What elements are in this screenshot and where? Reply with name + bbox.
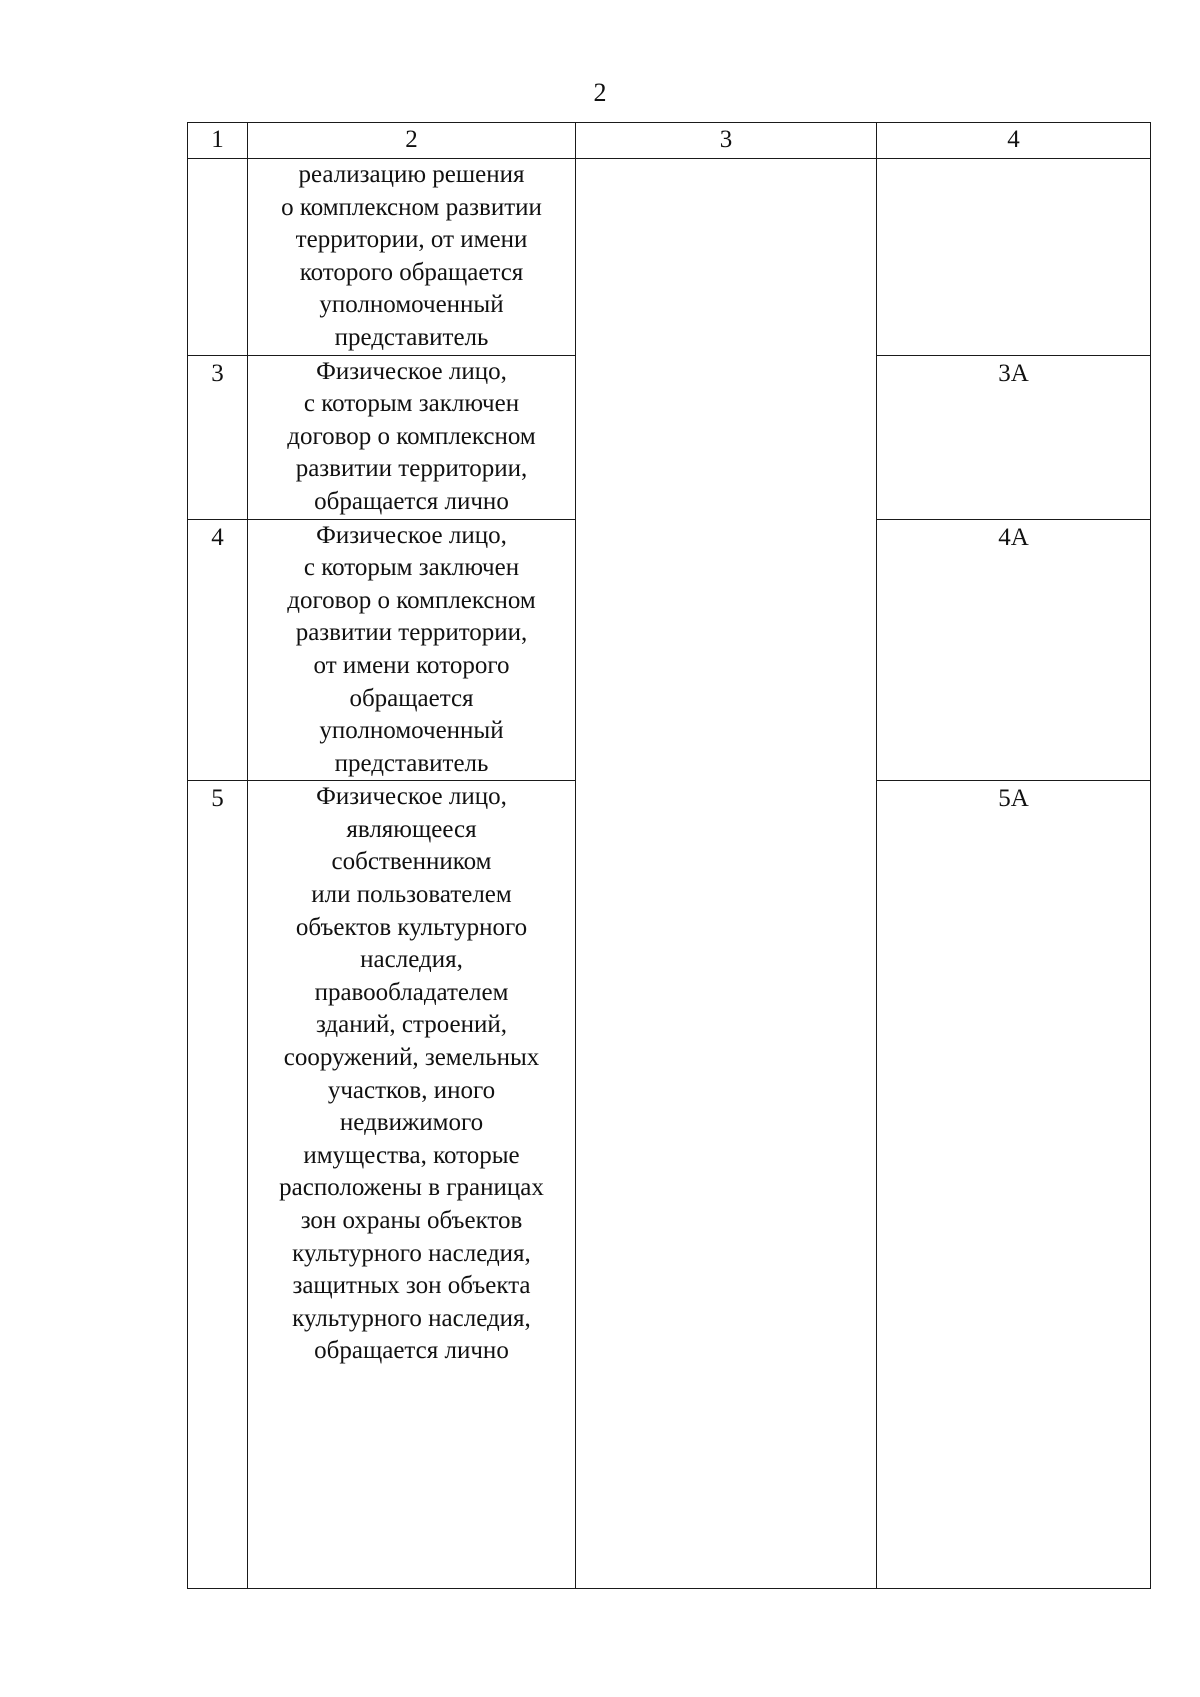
table-body — [188, 159, 1151, 1589]
code-cell — [877, 519, 1151, 781]
code-cell — [877, 159, 1151, 356]
column-header-1: 1 — [188, 123, 248, 159]
table-header — [188, 123, 1151, 159]
header-row — [188, 123, 1151, 159]
variant-code: 5А — [998, 785, 1029, 813]
column-header-2: 2 — [248, 123, 576, 159]
column-header-4: 4 — [877, 123, 1151, 159]
applicant-description: Физическое лицо, с которым заключен договор о комплексном развитии территории, от имени которого обращается уполномоченный представитель — [287, 521, 536, 777]
row-number: 5 — [211, 785, 224, 813]
variant-code — [877, 159, 1150, 161]
row-number-cell — [188, 781, 248, 1589]
applicant-description: Физическое лицо, являющееся собственником или пользователем объектов культурного наследия, правообладателем зданий, строений, сооружений, земельных участков, иного недвижимого имущества, которые расположены в границах зон охраны объектов культурного наследия, защитных зон объекта культурного наследия, обращается лично — [279, 783, 544, 1365]
description-cell — [248, 355, 576, 519]
row-number-cell — [188, 355, 248, 519]
column-3-cell — [576, 159, 877, 1589]
column-header-3: 3 — [576, 123, 877, 159]
description-cell — [248, 519, 576, 781]
variant-code: 3А — [998, 359, 1029, 387]
applicant-description: реализацию решения о комплексном развитии территории, от имени которого обращается уполномоченный представитель — [281, 161, 542, 351]
code-cell — [877, 355, 1151, 519]
row-number-cell — [188, 519, 248, 781]
document-table — [187, 122, 1151, 1589]
variant-code: 4А — [998, 523, 1029, 551]
description-cell — [248, 159, 576, 356]
description-cell — [248, 781, 576, 1589]
row-number: 4 — [211, 523, 224, 551]
row-number: 3 — [211, 359, 224, 387]
code-cell — [877, 781, 1151, 1589]
applicant-description: Физическое лицо, с которым заключен договор о комплексном развитии территории, обращается лично — [287, 357, 536, 515]
row-number — [188, 159, 247, 161]
row-number-cell — [188, 159, 248, 356]
table-row — [188, 159, 1151, 356]
page-number: 2 — [593, 78, 607, 107]
